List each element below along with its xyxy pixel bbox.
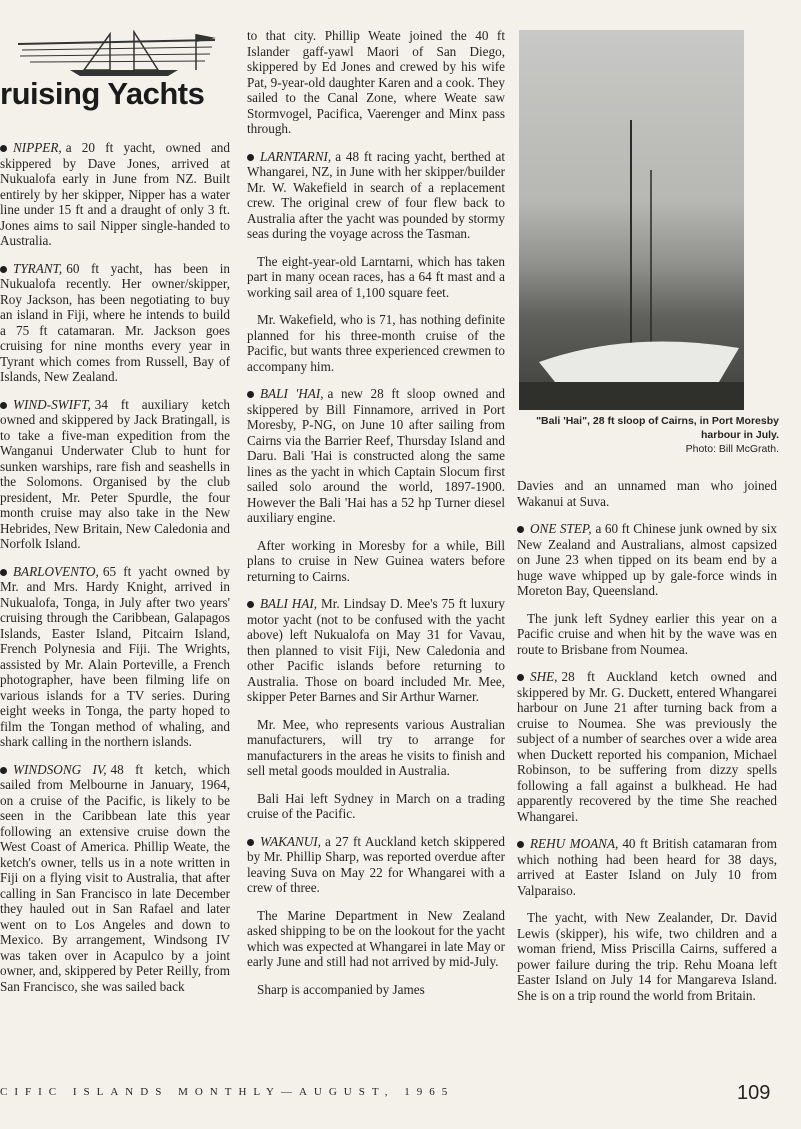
paragraph-text: The junk left Sydney earlier this year on a Pacific cruise and when hit by the wave was en route to Brisbane from Noumea.: [517, 610, 777, 657]
paragraph-bali-hai-motor-yacht: [247, 596, 505, 705]
yacht-name: WIND-SWIFT,: [13, 396, 91, 412]
paragraph-larntarni: [247, 149, 505, 242]
bullet-icon: [0, 767, 7, 774]
paragraph-barlovento: [0, 564, 230, 750]
paragraph-continued: Davies and an unnamed man who joined Wakanui at Suva.: [517, 478, 777, 509]
paragraph-text: 34 ft auxiliary ketch owned and skippered by Jack Bratingall, is to take a five-man expedition from the Wanganui Underwater Club to hunt for sunken warships, rare fish and seashells in the Solomons. Organised by the club president, Mr. Peter Spurdle, the four month cruise may also take in the New Hebrides, New Britain, New Caledonia and Norfolk Island.: [0, 396, 230, 551]
yacht-photo: [519, 30, 744, 410]
paragraph-text: The yacht, with New Zealander, Dr. David Lewis (skipper), his wife, two children and a woman friend, Miss Priscilla Cairns, suffered a power failure during the trip. Rehu Moana left Easter Island on July 14 for Mangareva Island. She is on a trip round the world from Britain.: [517, 910, 777, 1003]
sailboat-icon: [519, 30, 744, 410]
yacht-name: WAKANUI,: [260, 833, 321, 849]
paragraph-tyrant: [0, 261, 230, 385]
bullet-icon: [517, 841, 524, 848]
paragraph-text: 48 ft ketch, which sailed from Melbourne in January, 1964, on a cruise of the Pacific, is likely to be seen in the Caribbean late this year following an extensive cruise down the West Coast of America. Phillip Weate, the ketch's owner, tells us in a note written in Fiji on a flying visit to Australia, that after calling in San Francisco in late December they hauled out in San Rafael and later went on to Los Angeles and down to Mexico. By arrangement, Windsong IV was taken over in Acapulco by a joint owner, and, skippered by Peter Reilly, from San Francisco, she was sailed back: [0, 761, 230, 994]
yacht-name: WINDSONG IV,: [13, 761, 107, 777]
photo-caption-text: "Bali 'Hai", 28 ft sloop of Cairns, in Port Moresby harbour in July.: [536, 415, 779, 441]
yacht-banner-illustration: [0, 30, 232, 78]
paragraph-text: The Marine Department in New Zealand asked shipping to be on the lookout for the yacht which was expected at Whangarei in late May or early June and still had not arrived by mid-July.: [247, 907, 505, 969]
section-title: ruising Yachts: [0, 76, 205, 111]
bullet-icon: [247, 154, 254, 161]
paragraph-text: Bali Hai left Sydney in March on a trading cruise of the Pacific.: [247, 790, 505, 821]
yacht-name: ONE STEP,: [530, 521, 592, 536]
yacht-name: BARLOVENTO,: [13, 563, 99, 579]
paragraph-continued: to that city. Phillip Weate joined the 40 ft Islander gaff-yawl Maori of San Diego, skippered by Ed Jones and crewed by his wife Pat, 9-year-old daughter Karen and a cook. They sailed to the Canal Zone, where Weate saw Stormvogel, Pacifica, Vaerenger and Minx pass through.: [247, 28, 505, 136]
paragraph-text: The eight-year-old Larntarni, which has taken part in many ocean races, has a 64 ft mast and a working sail area of 1,100 square feet.: [247, 253, 505, 300]
paragraph-one-step: [517, 521, 777, 599]
paragraph-text: Mr. Mee, who represents various Australian manufacturers, will try to arrange for manufacturers in the areas he visits to finish and sell metal goods moulded in Australia.: [247, 716, 505, 778]
yacht-name: NIPPER,: [13, 140, 62, 155]
bullet-icon: [0, 569, 7, 576]
bullet-icon: [517, 674, 524, 681]
paragraph-text: a 20 ft yacht, owned and skippered by Dave Jones, arrived at Nukualofa early in June from NZ. Built entirely by her skipper, Nipper has a water line under 15 ft and a draught of only 3 ft. Jones aims to sail Nipper single-handed to Australia.: [0, 140, 230, 248]
page-number: 109: [737, 1082, 771, 1104]
article-column-2: [247, 28, 505, 1068]
paragraph-wakanui: [247, 834, 505, 896]
yacht-name: SHE,: [530, 669, 558, 684]
yacht-name: REHU MOANA,: [530, 836, 619, 851]
bullet-icon: [517, 526, 524, 533]
photo-credit: Photo: Bill McGrath.: [685, 443, 779, 455]
yacht-name: BALI HAI,: [260, 596, 318, 611]
article-column-1: [0, 140, 230, 1060]
paragraph-wind-swift: [0, 397, 230, 552]
yacht-name: BALI 'HAI,: [260, 386, 324, 401]
bullet-icon: [247, 601, 254, 608]
paragraph-text: 40 ft British catamaran from which nothing had been heard for 38 days, arrived at Easter Island on July 10 from Valparaiso.: [517, 836, 777, 898]
paragraph-nipper: [0, 140, 230, 249]
yacht-name: LARNTARNI,: [260, 148, 332, 164]
paragraph-windsong: [0, 762, 230, 995]
paragraph-text: 28 ft Auckland ketch owned and skippered by Mr. G. Duckett, entered Whangarei harbour on June 21 after turning back from a cruise to Noumea. She was previously the subject of a number of searches over a wide area when Duckett reported his companion, Michael Robinson, to be suffering from dizzy spells following a fall against a bulkhead. He had apparently recovered by the time She reached Whangarei.: [517, 669, 777, 824]
paragraph-text: a new 28 ft sloop owned and skippered by Bill Finnamore, arrived in Port Moresby, P-NG, on June 10 after sailing from Cairns via the Barrier Reef, Thursday Island and Daru. Bali 'Hai is constructed along the same lines as the yacht in which Captain Slocum first sailed solo around the world, 1897-1900. However the Bali 'Hai has a 52 hp Turner diesel auxiliary engine.: [247, 386, 505, 525]
photo-caption: [519, 414, 779, 456]
paragraph-text: Sharp is accompanied by James: [257, 981, 425, 997]
yacht-name: TYRANT,: [13, 260, 63, 276]
bullet-icon: [247, 839, 254, 846]
paragraph-rehu-moana: [517, 836, 777, 898]
page-footer: [0, 1082, 801, 1112]
paragraph-text: a 60 ft Chinese junk owned by six New Zealand and Australians, almost capsized on June 23 when tipped on its beam end by a huge wave whipped up by gale-force winds in Moreton Bay, Queensland.: [517, 521, 777, 598]
paragraph-text: a 27 ft Auckland ketch skippered by Mr. Phillip Sharp, was reported overdue after leaving Suva on May 22 for Whangarei with a crew of three.: [247, 833, 505, 895]
bullet-icon: [247, 391, 254, 398]
publication-footer: CIFIC ISLANDS MONTHLY—AUGUST, 1965: [0, 1086, 455, 1098]
paragraph-text: Mr. Lindsay D. Mee's 75 ft luxury motor yacht (not to be confused with the yacht above) left Nukualofa on May 31 for Vavau, then planned to visit Fiji, New Caledonia and other Pacific islands before returning to Australia. Those on board included Mr. Mee, skipper Peter Barnes and Sir Arthur Warner.: [247, 596, 505, 704]
paragraph-text: 60 ft yacht, has been in Nukualofa recently. Her owner/skipper, Roy Jackson, has been negotiating to buy an island in Fiji, where he intends to build a 75 ft catamaran. Mr. Jackson goes cruising for nine months every year in Tyrant which comes from Russell, Bay of Islands, New Zealand.: [0, 260, 230, 384]
bullet-icon: [0, 266, 7, 273]
section-header: [0, 30, 232, 114]
article-column-3: [517, 478, 777, 1068]
paragraph-text: After working in Moresby for a while, Bill plans to cruise in New Guinea waters before returning to Cairns.: [247, 537, 505, 584]
bullet-icon: [0, 145, 7, 152]
paragraph-text: Mr. Wakefield, who is 71, has nothing definite planned for his three-month cruise of the Pacific, but wants three experienced crewmen to accompany him.: [247, 312, 505, 374]
paragraph-she: [517, 669, 777, 824]
paragraph-text: a 48 ft racing yacht, berthed at Whangarei, NZ, in June with her skipper/builder Mr. W. Wakefield in search of a replacement crew. The original crew of four flew back to Australia after the yacht was pounded by stormy seas during the voyage across the Tasman.: [247, 148, 505, 241]
paragraph-bali-hai-sloop: [247, 386, 505, 526]
paragraph-text: 65 ft yacht owned by Mr. and Mrs. Hardy Knight, arrived in Nukualofa, Tonga, in July after two years' cruising through the Caribbean, Galapagos Islands, Easter Island, Pitcairn Island, French Polynesia and Fiji. The Wrights, assisted by Mr. Alain Porteville, a French photographer, have been filming life on various islands for a TV series. During eight weeks in Tonga, the party hoped to film the Tongan method of whaling, and shark calling in the northern islands.: [0, 563, 230, 749]
bullet-icon: [0, 402, 7, 409]
